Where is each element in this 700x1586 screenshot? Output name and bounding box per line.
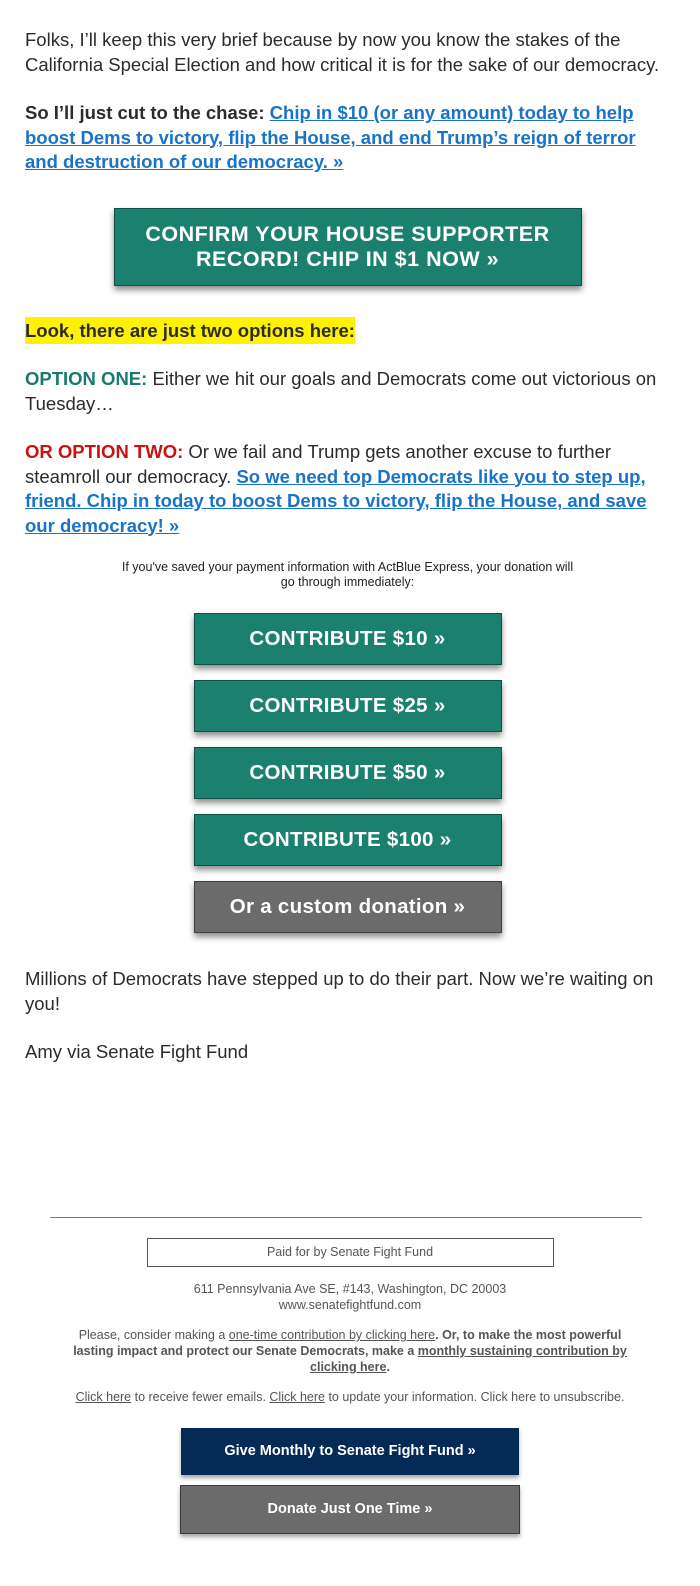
pitch-mid: . Or, to make the most powerful lasting impact and protect our Senate Democrats, make a bbox=[73, 1328, 622, 1358]
two-options-highlight: Look, there are just two options here: bbox=[25, 317, 355, 344]
closing-paragraph: Millions of Democrats have stepped up to do their part. Now we’re waiting on you! bbox=[25, 968, 654, 1014]
paid-for-box: Paid for by Senate Fight Fund bbox=[147, 1238, 554, 1267]
update-info-link[interactable]: Click here bbox=[269, 1390, 325, 1404]
custom-donation-button[interactable]: Or a custom donation » bbox=[194, 881, 502, 933]
option-two-label: OR OPTION TWO: bbox=[25, 441, 184, 462]
pitch-pre: Please, consider making a bbox=[78, 1328, 229, 1342]
fewer-emails-text: to receive fewer emails. bbox=[131, 1390, 270, 1404]
give-monthly-button[interactable]: Give Monthly to Senate Fight Fund » bbox=[181, 1428, 519, 1475]
contribute-10-button[interactable]: CONTRIBUTE $10 » bbox=[194, 613, 502, 665]
step-up-link[interactable]: So we need top Democrats like you to step up, friend. Chip in today to boost Dems to victory, flip the House, and save our democracy! » bbox=[25, 465, 647, 536]
intro-paragraph: Folks, I’ll keep this very brief because by now you know the stakes of the California Special Election and how critical it is for the sake of our democracy. bbox=[25, 29, 660, 75]
fewer-emails-link[interactable]: Click here bbox=[75, 1390, 132, 1404]
chase-lead: So I’ll just cut to the chase: bbox=[25, 102, 270, 123]
option-one-label: OPTION ONE: bbox=[25, 368, 148, 389]
monthly-contribution-link[interactable]: monthly sustaining contribution by clicking here bbox=[310, 1344, 627, 1374]
contribute-button-group bbox=[25, 613, 670, 933]
contribute-25-button[interactable]: CONTRIBUTE $25 » bbox=[194, 680, 502, 732]
signature: Amy via Senate Fight Fund bbox=[25, 1041, 249, 1062]
contribute-50-button[interactable]: CONTRIBUTE $50 » bbox=[194, 747, 502, 799]
donate-one-time-button[interactable]: Donate Just One Time » bbox=[180, 1485, 520, 1534]
one-time-contribution-link[interactable]: one-time contribution by clicking here bbox=[228, 1328, 436, 1342]
contribute-100-button[interactable]: CONTRIBUTE $100 » bbox=[194, 814, 502, 866]
highlight-paragraph bbox=[25, 319, 670, 344]
option-one-text: Either we hit our goals and Democrats come out victorious on Tuesday… bbox=[25, 368, 657, 414]
footer-pitch bbox=[70, 1327, 630, 1375]
update-info-text: to update your information. Click here to unsubscribe. bbox=[324, 1390, 625, 1404]
chip-in-link[interactable]: Chip in $10 (or any amount) today to help boost Dems to victory, flip the House, and end Trump’s reign of terror and destruction of our democracy. » bbox=[25, 102, 636, 172]
option-two-paragraph bbox=[25, 440, 670, 538]
chase-paragraph bbox=[25, 101, 670, 175]
footer-email-links bbox=[0, 1389, 700, 1405]
footer-divider bbox=[50, 1217, 642, 1218]
actblue-express-note: If you've saved your payment information with ActBlue Express, your donation will go through immediately: bbox=[121, 560, 574, 589]
email-body bbox=[25, 28, 670, 1065]
confirm-supporter-button[interactable]: CONFIRM YOUR HOUSE SUPPORTER RECORD! CHIP IN $1 NOW » bbox=[114, 208, 582, 286]
option-two-text: Or we fail and Trump gets another excuse to further steamroll our democracy. bbox=[25, 441, 612, 487]
footer-address: 611 Pennsylvania Ave SE, #143, Washington, DC 20003 bbox=[193, 1282, 507, 1296]
footer bbox=[0, 1238, 700, 1534]
option-one-paragraph bbox=[25, 367, 670, 416]
footer-website: www.senatefightfund.com bbox=[278, 1298, 422, 1312]
pitch-end: . bbox=[386, 1360, 390, 1374]
